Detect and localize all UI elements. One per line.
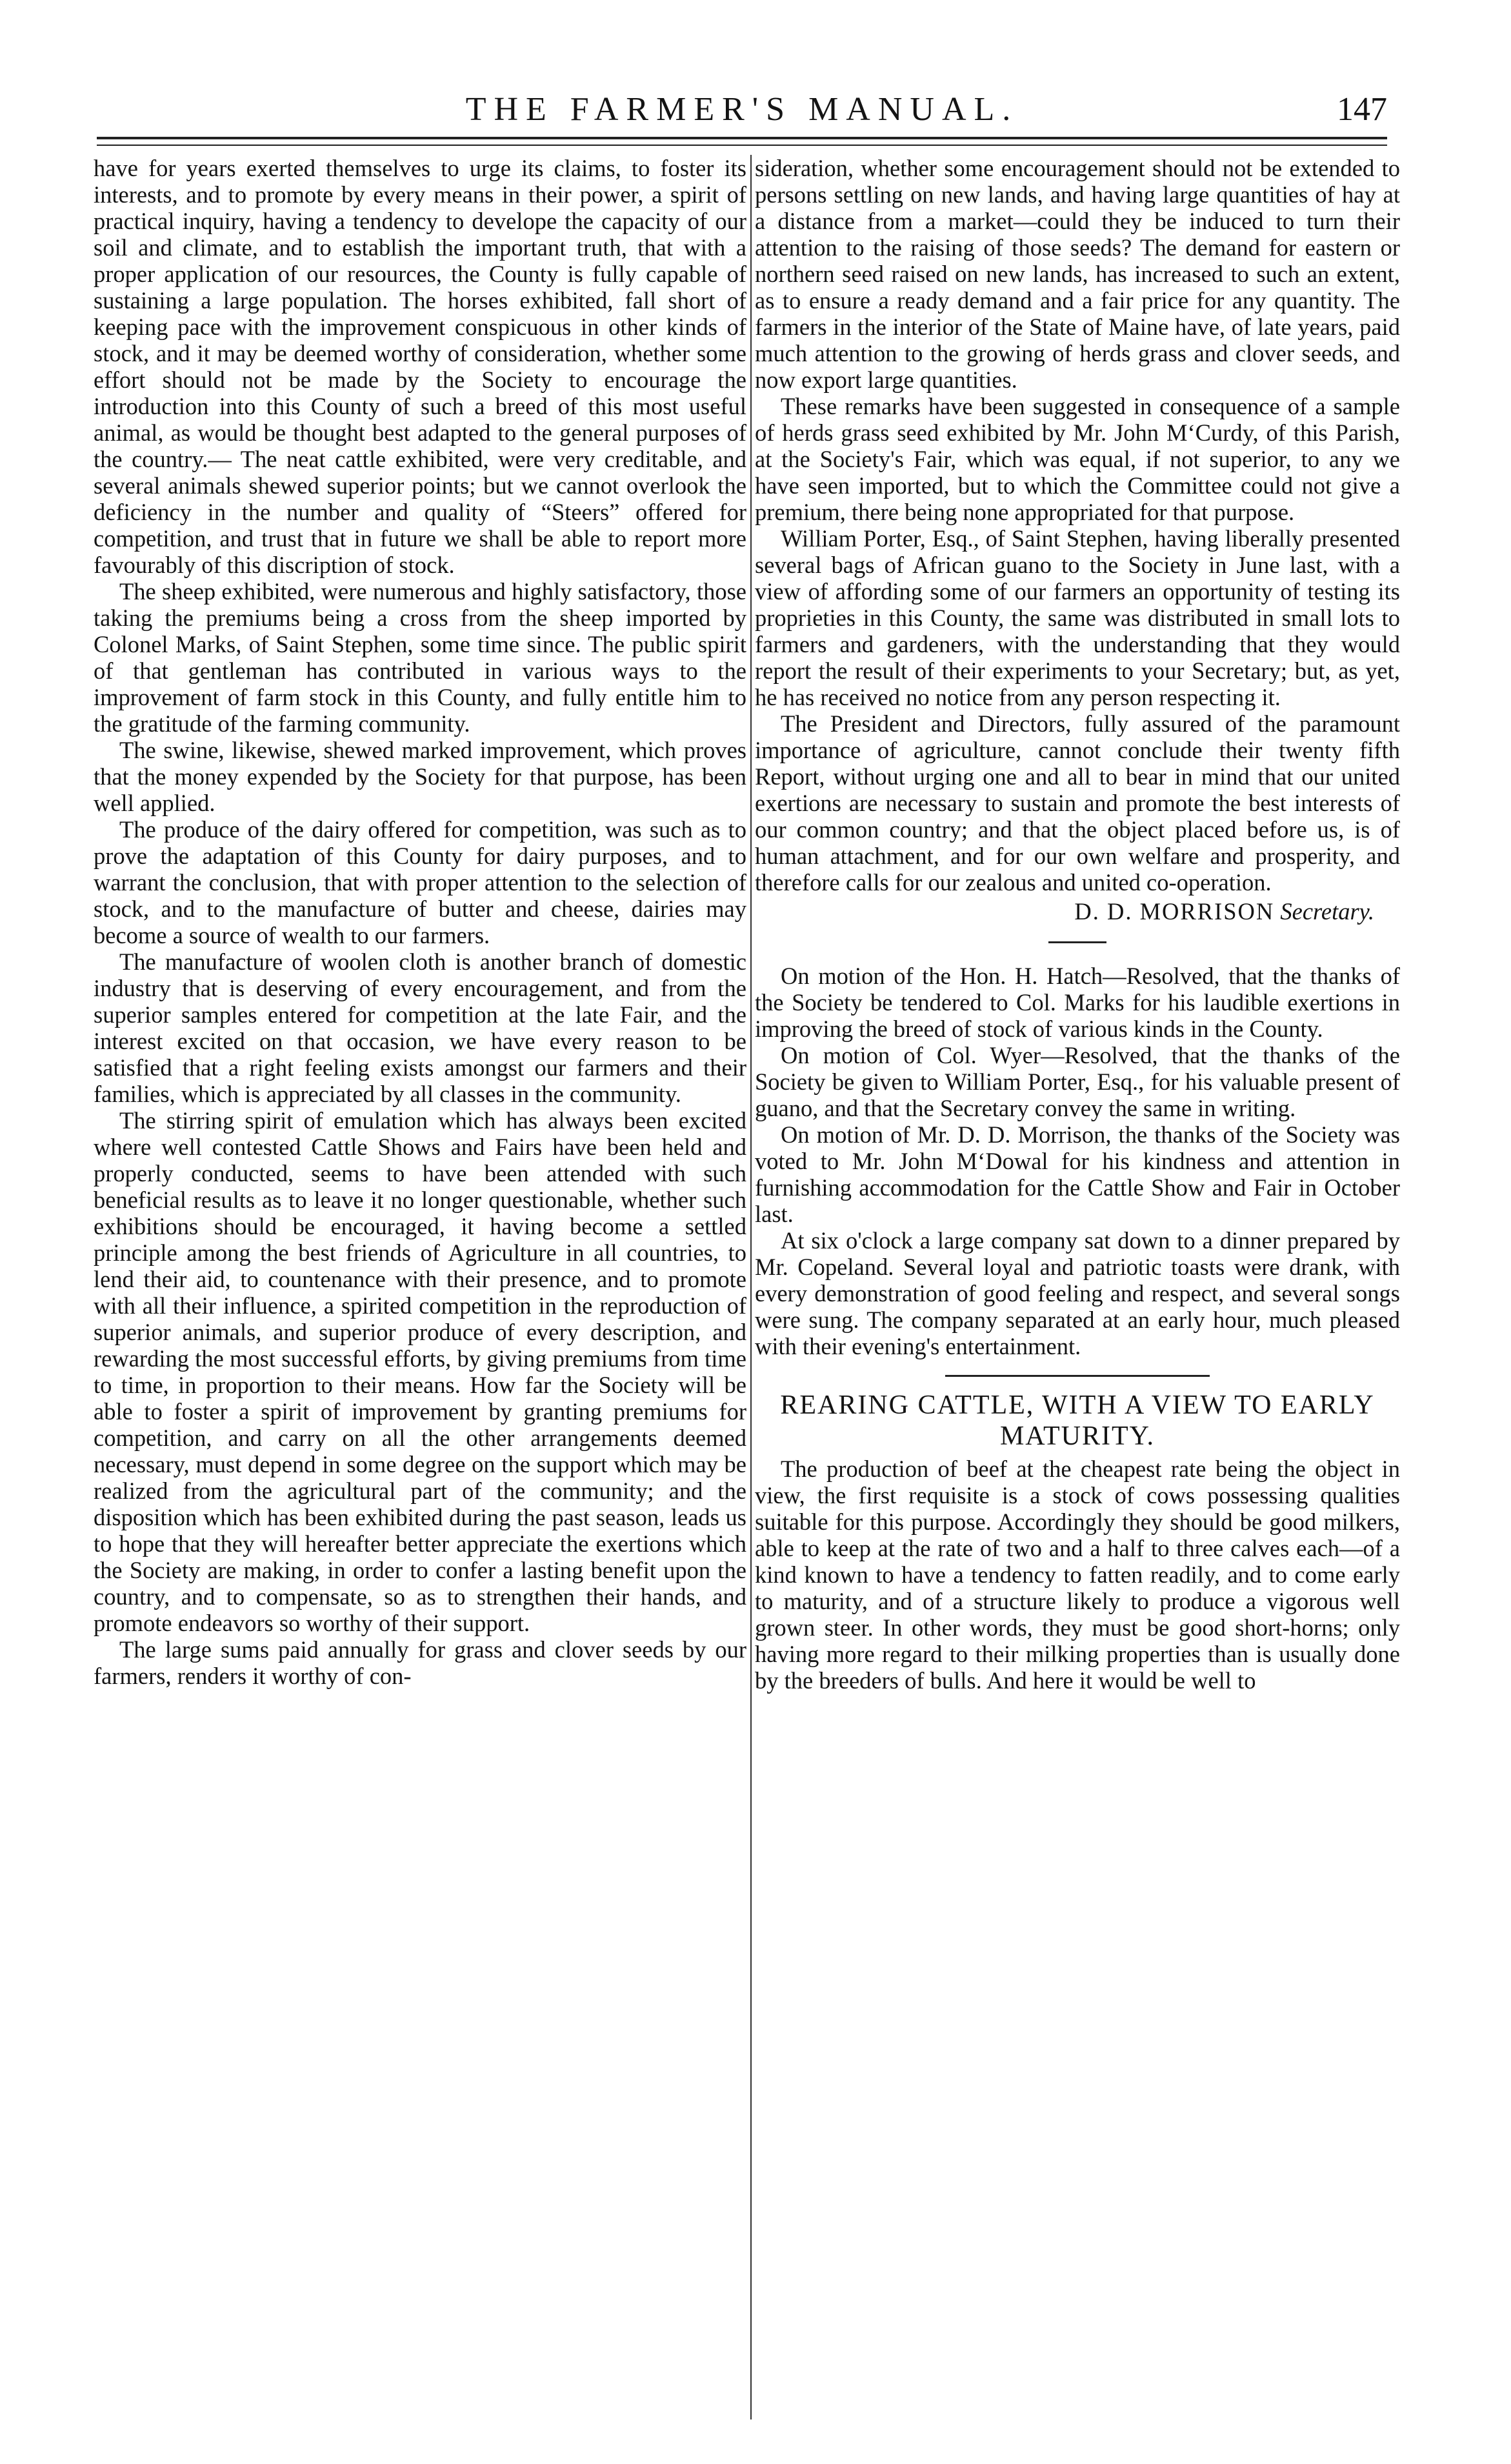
paragraph: The President and Directors, fully assured of the paramount importance of agriculture, cannot conclude their twenty fifth Report, without urging one and all to bear in mind that our united exertions are necessary to sustain and promote the best interests of our common country; and that the object placed before us, is of human attachment, and for our own welfare and prosperity, and therefore calls for our zealous and united co-operation. bbox=[755, 710, 1400, 896]
paragraph: sideration, whether some encouragement should not be extended to persons settling on new lands, and having large quantities of hay at a distance from a market—could they be induced to turn their attention to the raising of those seeds? The demand for eastern or northern seed raised on new lands, has increased to such an extent, as to ensure a ready demand and a fair price for any quantity. The farmers in the interior of the State of Maine have, of late years, paid much attention to the growing of herds grass and clover seeds, and now export large quantities. bbox=[755, 155, 1400, 393]
separator-rule bbox=[1048, 941, 1106, 943]
left-column bbox=[94, 155, 746, 2426]
right-column bbox=[755, 155, 1400, 2426]
header-rule-thick bbox=[97, 137, 1387, 139]
paragraph: The large sums paid annually for grass and clover seeds by our farmers, renders it worthy of con- bbox=[94, 1636, 746, 1689]
paragraph: On motion of the Hon. H. Hatch—Resolved, that the thanks of the Society be tendered to Col. Marks for his laudible exertions in improving the breed of stock of various kinds in the County. bbox=[755, 963, 1400, 1042]
paragraph: The sheep exhibited, were numerous and highly satisfactory, those taking the premiums being a cross from the sheep imported by Colonel Marks, of Saint Stephen, some time since. The public spirit of that gentleman has contributed in various ways to the improvement of farm stock in this County, and fully entitle him to the gratitude of the farming community. bbox=[94, 578, 746, 737]
section-rule bbox=[945, 1375, 1210, 1377]
paragraph: The production of beef at the cheapest rate being the object in view, the first requisite is a stock of cows possessing qualities suitable for this purpose. Accordingly they should be good milkers, able to keep at the rate of two and a half to three calves each—of a kind known to have a tendency to fatten readily, and to come early to maturity, and of a structure likely to produce a vigorous well grown steer. In other words, they must be good short-horns; only having more regard to their milking properties than is usually done by the breeders of bulls. And here it would be well to bbox=[755, 1456, 1400, 1694]
page-header bbox=[97, 90, 1387, 135]
paragraph: At six o'clock a large company sat down to a dinner prepared by Mr. Copeland. Several loyal and patriotic toasts were drank, with every demonstration of good feeling and respect, and several songs were sung. The company separated at an early hour, much pleased with their evening's entertainment. bbox=[755, 1227, 1400, 1359]
paragraph: The produce of the dairy offered for competition, was such as to prove the adaptation of this County for dairy purposes, and to warrant the conclusion, that with proper attention to the selection of stock, and to the manufacture of butter and cheese, dairies may become a source of wealth to our farmers. bbox=[94, 816, 746, 948]
signature bbox=[755, 898, 1400, 925]
paragraph: have for years exerted themselves to urge its claims, to foster its interests, and to promote by every means in their power, a spirit of practical inquiry, having a tendency to develope the capacity of our soil and climate, and to establish the important truth, that with a proper application of our resources, the County is fully capable of sustaining a large population. The horses exhibited, fall short of keeping pace with the improvement conspicuous in other kinds of stock, and it may be deemed worthy of consideration, whether some effort should not be made by the Society to encourage the introduction into this County of such a breed of this most useful animal, as would be thought best adapted to the general purposes of the country.— The neat cattle exhibited, were very creditable, and several animals shewed superior points; but we cannot overlook the deficiency in the number and quality of “Steers” offered for competition, and trust that in future we shall be able to report more favourably of this discription of stock. bbox=[94, 155, 746, 578]
paragraph: The stirring spirit of emulation which has always been excited where well contested Cattle Shows and Fairs have been held and properly conducted, seems to have been attended with such beneficial results as to leave it no longer questionable, whether such exhibitions should be encouraged, it having become a settled principle among the best friends of Agriculture in all countries, to lend their aid, to countenance with their presence, and to promote with all their influence, a spirited competition in the reproduction of superior animals, and superior produce of every description, and rewarding the most successful efforts, by giving premiums from time to time, in proportion to their means. How far the Society will be able to foster a spirit of improvement by granting premiums for competition, and carry on all the other arrangements deemed necessary, must depend in some degree on the support which may be realized from the agricultural part of the community; and the disposition which has been exhibited during the past season, leads us to hope that they will hereafter better appreciate the exertions which the Society are making, in order to confer a lasting benefit upon the country, and to compensate, so as to strengthen their hands, and promote endeavors so worthy of their support. bbox=[94, 1107, 746, 1636]
paragraph: William Porter, Esq., of Saint Stephen, having liberally presented several bags of African guano to the Society in June last, with a view of affording some of our farmers an opportunity of testing its proprieties in this County, the same was distributed in small lots to farmers and gardeners, with the understanding that they would report the result of their experiments to your Secretary; but, as yet, he has received no notice from any person respecting it. bbox=[755, 525, 1400, 710]
signature-title: Secretary. bbox=[1280, 898, 1374, 925]
header-rule-thin bbox=[97, 145, 1387, 146]
paragraph: The manufacture of woolen cloth is another branch of domestic industry that is deserving of every encouragement, and from the superior samples entered for competition at the late Fair, and the interest excited on that occasion, we have every reason to be satisfied that a right feeling exists amongst our farmers and their families, which is appreciated by all classes in the community. bbox=[94, 948, 746, 1107]
page-number: 147 bbox=[1337, 91, 1387, 128]
paragraph: On motion of Mr. D. D. Morrison, the thanks of the Society was voted to Mr. John M‘Dowal for his kindness and attention in furnishing accommodation for the Cattle Show and Fair in October last. bbox=[755, 1121, 1400, 1227]
section-heading: REARING CATTLE, WITH A VIEW TO EARLY MATURITY. bbox=[780, 1390, 1375, 1451]
paragraph: These remarks have been suggested in consequence of a sample of herds grass seed exhibited by Mr. John M‘Curdy, of this Parish, at the Society's Fair, which was equal, if not superior, to any we have seen imported, but to which the Committee could not give a premium, there being none appropriated for that purpose. bbox=[755, 393, 1400, 525]
signature-name: D. D. MORRISON bbox=[1074, 898, 1275, 925]
column-divider bbox=[750, 155, 752, 2419]
paragraph: The swine, likewise, shewed marked improvement, which proves that the money expended by the Society for that purpose, has been well applied. bbox=[94, 737, 746, 816]
running-title: THE FARMER'S MANUAL. bbox=[465, 91, 1019, 128]
paragraph: On motion of Col. Wyer—Resolved, that the thanks of the Society be given to William Porter, Esq., for his valuable present of guano, and that the Secretary convey the same in writing. bbox=[755, 1042, 1400, 1121]
